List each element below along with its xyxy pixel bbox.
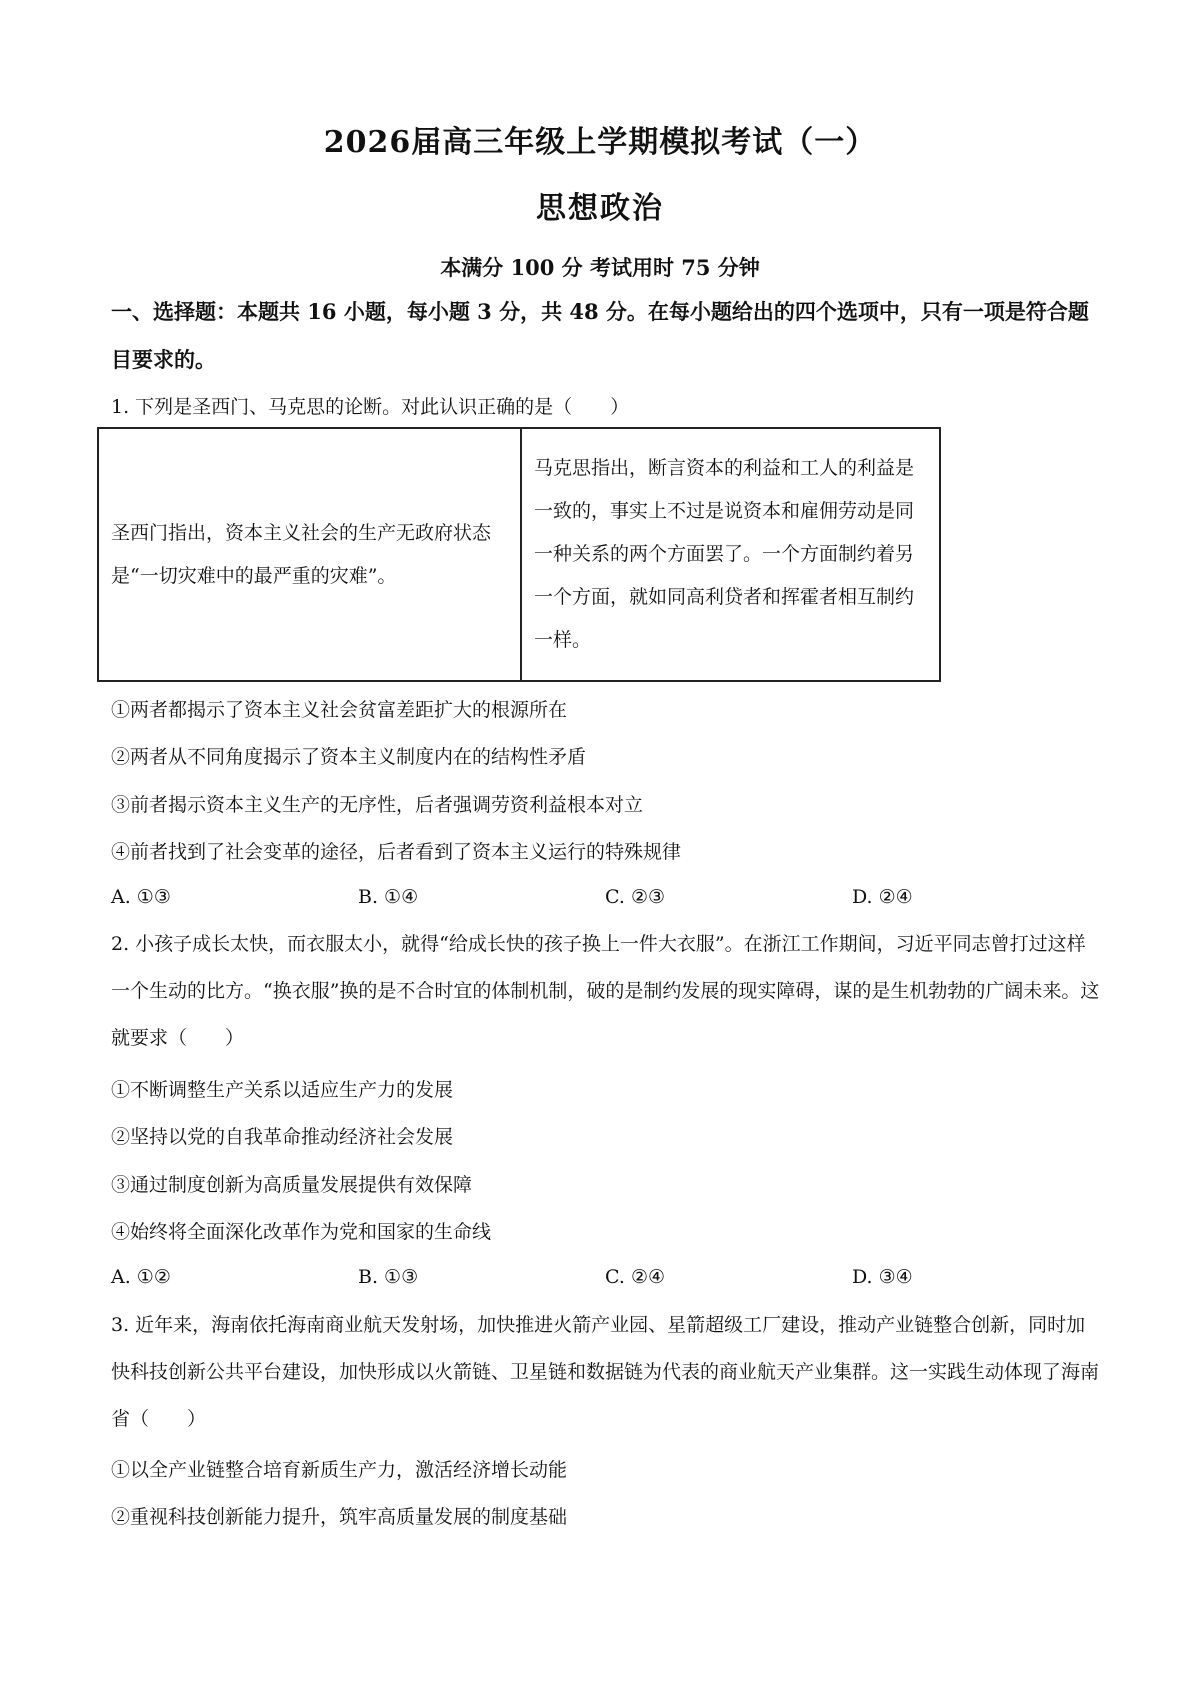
q2-item-4: ④始终将全面深化改革作为党和国家的生命线 bbox=[111, 1221, 492, 1243]
q2-item-1: ①不断调整生产关系以适应生产力的发展 bbox=[111, 1079, 454, 1101]
q3-item-2: ②重视科技创新能力提升，筑牢高质量发展的制度基础 bbox=[111, 1506, 568, 1528]
q1-stem: 1. 下列是圣西门、马克思的论断。对此认识正确的是（ ） bbox=[111, 396, 630, 418]
q1-table-right: 马克思指出，断言资本的利益和工人的利益是一致的，事实上不过是说资本和雇佣劳动是同一种关系的两个方面罢了。一个方面制约着另一个方面，就如同高利贷者和挥霍者相互制约一样。 bbox=[521, 428, 940, 681]
q2-option-d: D. ③④ bbox=[852, 1266, 913, 1288]
q2-stem: 2. 小孩子成长太快，而衣服太小，就得“给成长快的孩子换上一件大衣服”。在浙江工作期间，习近平同志曾打过这样一个生动的比方。“换衣服”换的是不合时宜的体制机制，破的是制约发展的现实障碍，谋的是生机勃勃的广阔未来。这就要求（ ） bbox=[111, 933, 1100, 1049]
q2-item-2: ②坚持以党的自我革命推动经济社会发展 bbox=[111, 1126, 454, 1148]
q2-option-b: B. ①③ bbox=[358, 1266, 419, 1288]
exam-meta: 本满分 100 分 考试用时 75 分钟 bbox=[440, 255, 760, 280]
q1-option-d: D. ②④ bbox=[852, 886, 913, 908]
q2-option-a: A. ①② bbox=[111, 1266, 171, 1288]
q2-item-3: ③通过制度创新为高质量发展提供有效保障 bbox=[111, 1174, 473, 1196]
q1-item-2: ②两者从不同角度揭示了资本主义制度内在的结构性矛盾 bbox=[111, 746, 587, 768]
q1-option-b: B. ①④ bbox=[358, 886, 419, 908]
q2-options bbox=[111, 1266, 1101, 1292]
q3-stem: 3. 近年来，海南依托海南商业航天发射场，加快推进火箭产业园、星箭超级工厂建设，推动产业链整合创新，同时加快科技创新公共平台建设，加快形成以火箭链、卫星链和数据链为代表的商业航天产业集群。这一实践生动体现了海南省（ ） bbox=[111, 1314, 1100, 1430]
q1-item-1: ①两者都揭示了资本主义社会贫富差距扩大的根源所在 bbox=[111, 699, 568, 721]
q1-option-a: A. ①③ bbox=[111, 886, 171, 908]
section-heading: 一、选择题：本题共 16 小题，每小题 3 分，共 48 分。在每小题给出的四个选项中，只有一项是符合题目要求的。 bbox=[111, 299, 1089, 372]
q3-item-1: ①以全产业链整合培育新质生产力，激活经济增长动能 bbox=[111, 1459, 568, 1481]
q1-table-left: 圣西门指出，资本主义社会的生产无政府状态是“一切灾难中的最严重的灾难”。 bbox=[98, 428, 521, 681]
q1-item-4: ④前者找到了社会变革的途径，后者看到了资本主义运行的特殊规律 bbox=[111, 841, 682, 863]
q1-item-3: ③前者揭示资本主义生产的无序性，后者强调劳资利益根本对立 bbox=[111, 794, 644, 816]
q1-table bbox=[97, 427, 941, 682]
subject-title: 思想政治 bbox=[536, 191, 664, 226]
q2-option-c: C. ②④ bbox=[605, 1266, 666, 1288]
exam-title: 2026届高三年级上学期模拟考试（一） bbox=[323, 125, 877, 160]
q1-options bbox=[111, 886, 1101, 912]
q1-option-c: C. ②③ bbox=[605, 886, 666, 908]
